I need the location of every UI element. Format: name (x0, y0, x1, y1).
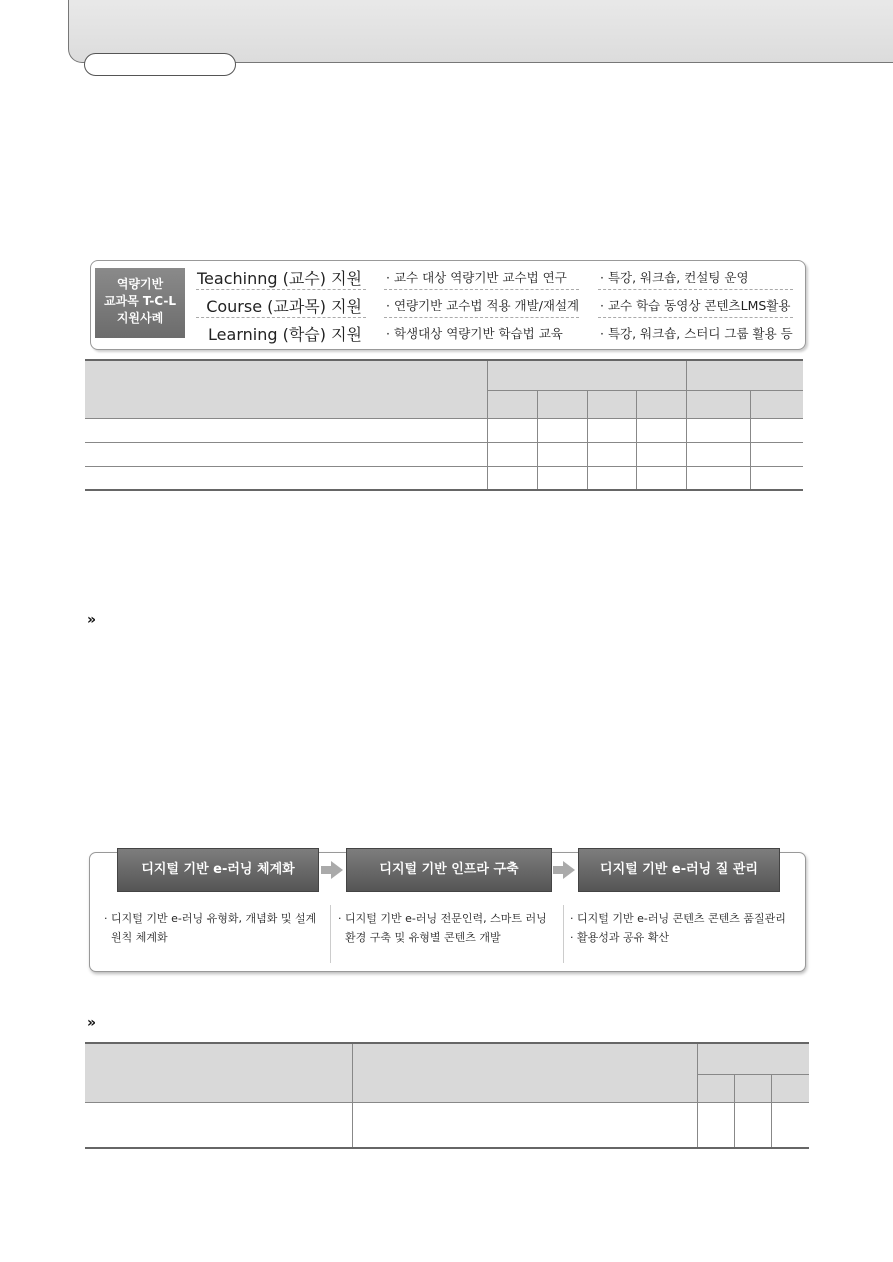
table-cell (751, 442, 803, 466)
table-cell (85, 360, 487, 418)
tcl-row-learning-item-1: · 학생대상 역량기반 학습법 교육 (386, 326, 563, 341)
table-header-row (85, 360, 803, 390)
arrow-right-icon (563, 861, 575, 879)
table-cell (751, 418, 803, 442)
table-cell (487, 442, 537, 466)
table-row (85, 442, 803, 466)
table-cell (587, 442, 637, 466)
table-row (85, 466, 803, 490)
table-cell (637, 466, 687, 490)
table-cell (687, 418, 751, 442)
tcl-divider (598, 289, 793, 290)
process-step-3-text (570, 909, 802, 947)
tcl-row-learning-item-2: · 특강, 워크숍, 스터디 그룹 활용 등 (600, 326, 793, 341)
tcl-row-learning-title: Learning (학습) 지원 (208, 325, 362, 344)
section-marker-chevron-icon: » (87, 612, 94, 628)
tcl-row-course-item-1: · 연량기반 교수법 적용 개발/재설계 (386, 298, 580, 313)
header-tab-pill (84, 53, 236, 76)
table-cell (687, 390, 751, 418)
process-step-2-header: 디지털 기반 인프라 구축 (346, 848, 552, 892)
table-cell (772, 1074, 809, 1102)
table-cell (687, 360, 803, 390)
table-cell (587, 390, 637, 418)
table-row (85, 418, 803, 442)
table-cell (85, 1043, 353, 1102)
tcl-row-teaching-title: Teachinng (교수) 지원 (196, 269, 362, 288)
table-2 (85, 1042, 809, 1149)
table-cell (637, 442, 687, 466)
table-cell (735, 1102, 772, 1148)
table-cell (353, 1043, 698, 1102)
tcl-row-course-title: Course (교과목) 지원 (206, 297, 362, 316)
process-step-3-header: 디지털 기반 e-러닝 질 관리 (578, 848, 780, 892)
section-marker-chevron-icon: » (87, 1015, 94, 1031)
process-step-2-line-1: · 디지털 기반 e-러닝 전문인력, 스마트 러닝 (338, 912, 547, 925)
process-step-3-line-2: · 활용성과 공유 확산 (570, 931, 669, 944)
tcl-badge-line-3: 지원사례 (116, 311, 164, 325)
table-cell (772, 1102, 809, 1148)
table-cell (751, 390, 803, 418)
table-cell (487, 418, 537, 442)
process-step-1-text (104, 909, 326, 947)
table-cell (751, 466, 803, 490)
table-1 (85, 359, 803, 491)
tcl-divider (384, 317, 579, 318)
tcl-row-teaching-item-2: · 특강, 워크숍, 컨설팅 운영 (600, 270, 749, 285)
table-cell (587, 418, 637, 442)
process-step-1-line-1: · 디지털 기반 e-러닝 유형화, 개념화 및 설계 (104, 912, 317, 925)
table-cell (698, 1102, 735, 1148)
process-divider (330, 905, 331, 963)
process-step-2-line-2: 환경 구축 및 유형별 콘텐츠 개발 (338, 931, 501, 944)
tcl-badge-line-2: 교과목 T-C-L (103, 294, 177, 308)
table-header-row (85, 1043, 809, 1074)
table-cell (698, 1043, 809, 1074)
tcl-divider (598, 317, 793, 318)
table-cell (637, 390, 687, 418)
process-step-1-line-2: 원칙 체계화 (104, 931, 168, 944)
tcl-row-teaching-item-1: · 교수 대상 역량기반 교수법 연구 (386, 270, 567, 285)
tcl-divider (196, 289, 366, 290)
table-row (85, 1102, 809, 1148)
table-cell (353, 1102, 698, 1148)
table-cell (537, 390, 587, 418)
tcl-divider (196, 317, 366, 318)
tcl-row-course-item-2: · 교수 학습 동영상 콘텐츠LMS활용 (600, 298, 791, 313)
arrow-right-icon (553, 866, 563, 874)
table-cell (537, 418, 587, 442)
table-cell (698, 1074, 735, 1102)
table-cell (487, 360, 686, 390)
table-cell (85, 442, 487, 466)
table-cell (687, 466, 751, 490)
process-step-1-header: 디지털 기반 e-러닝 체계화 (117, 848, 319, 892)
table-cell (587, 466, 637, 490)
table-cell (687, 442, 751, 466)
tcl-badge-line-1: 역량기반 (116, 277, 164, 291)
process-step-2-text (338, 909, 560, 947)
table-cell (637, 418, 687, 442)
table-cell (85, 466, 487, 490)
arrow-right-icon (321, 866, 331, 874)
table-cell (537, 466, 587, 490)
process-divider (563, 905, 564, 963)
tcl-divider (384, 289, 579, 290)
table-cell (735, 1074, 772, 1102)
process-step-3-line-1: · 디지털 기반 e-러닝 콘텐츠 콘텐츠 품질관리 (570, 912, 786, 925)
table-cell (487, 390, 537, 418)
table-cell (85, 1102, 353, 1148)
table-cell (537, 442, 587, 466)
table-cell (85, 418, 487, 442)
table-cell (487, 466, 537, 490)
arrow-right-icon (331, 861, 343, 879)
